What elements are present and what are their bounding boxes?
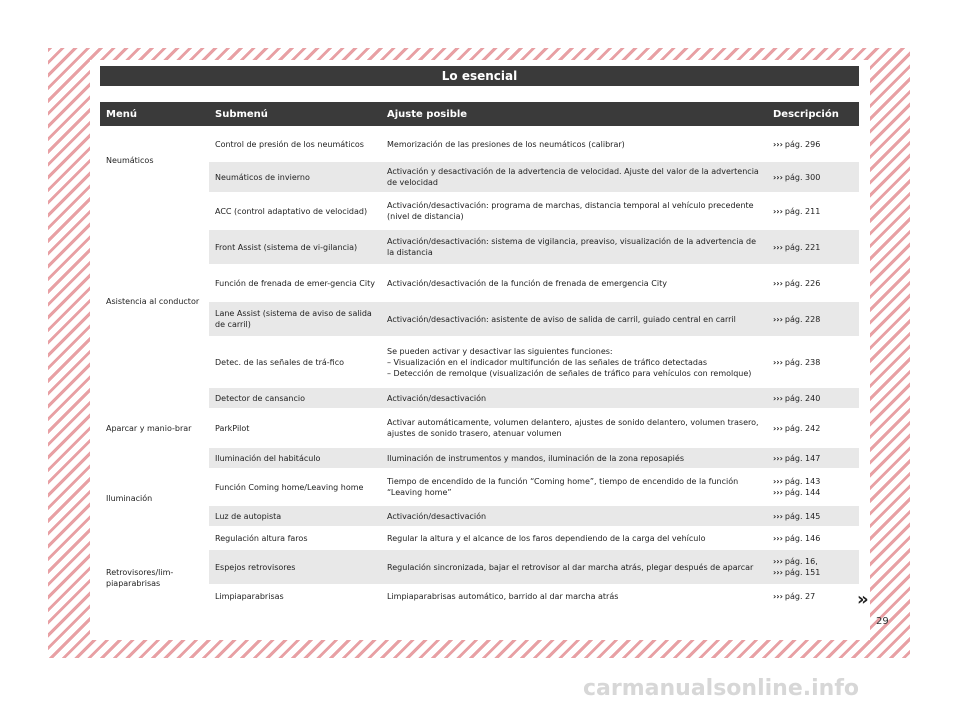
page-reference-text: pág. 296 — [784, 139, 821, 149]
reference-arrow-icon: ››› — [773, 423, 783, 433]
page-number: 29 — [876, 616, 889, 627]
page-reference-link[interactable] — [773, 242, 853, 253]
reference-arrow-icon: ››› — [773, 453, 783, 463]
reference-arrow-icon: ››› — [773, 314, 783, 324]
menu-cell: Neumáticos — [100, 128, 209, 192]
page-reference-text: pág. 27 — [784, 591, 816, 601]
reference-arrow-icon: ››› — [773, 591, 783, 601]
page-reference-text: pág. 144 — [784, 488, 821, 497]
page-reference-text: pág. 211 — [784, 206, 821, 216]
table-row — [100, 586, 859, 606]
reference-arrow-icon: ››› — [773, 568, 783, 577]
submenu-cell: ACC (control adaptativo de velocidad) — [209, 194, 381, 228]
description-cell — [767, 528, 859, 548]
page-reference-link[interactable] — [773, 423, 853, 434]
page-reference-text: pág. 151 — [784, 568, 821, 577]
submenu-cell: Iluminación del habitáculo — [209, 448, 381, 468]
table-header-row — [100, 102, 859, 126]
page-reference-link[interactable] — [773, 314, 853, 325]
page-reference-link[interactable] — [773, 278, 853, 289]
page-reference-link[interactable] — [773, 476, 853, 487]
submenu-cell: ParkPilot — [209, 410, 381, 446]
settings-table — [100, 100, 859, 608]
page-reference-link[interactable] — [773, 533, 853, 544]
page-reference-link[interactable] — [773, 567, 853, 578]
setting-cell: Activación/desactivación de la función de frenada de emergencia City — [381, 266, 767, 300]
page-reference-link[interactable] — [773, 357, 853, 368]
page-reference-text: pág. 146 — [784, 533, 821, 543]
column-header-setting: Ajuste posible — [381, 102, 767, 126]
page-reference-text: pág. 242 — [784, 423, 821, 433]
setting-cell: Se pueden activar y desactivar las siguientes funciones: – Visualización en el indicador multifunción de las señales de tráfico detectadas – Detección de remolque (visualización de señales de tráfico para vehículos con remolque) — [381, 338, 767, 386]
description-cell — [767, 230, 859, 264]
reference-arrow-icon: ››› — [773, 477, 783, 486]
description-cell — [767, 470, 859, 504]
setting-cell: Limpiaparabrisas automático, barrido al dar marcha atrás — [381, 586, 767, 606]
submenu-cell: Neumáticos de invierno — [209, 162, 381, 192]
description-cell — [767, 162, 859, 192]
submenu-cell: Regulación altura faros — [209, 528, 381, 548]
page-reference-link[interactable] — [773, 172, 853, 183]
description-cell — [767, 338, 859, 386]
page-reference-text: pág. 147 — [784, 453, 821, 463]
description-cell — [767, 194, 859, 228]
page-reference-text: pág. 221 — [784, 242, 821, 252]
page-reference-link[interactable] — [773, 556, 853, 567]
submenu-cell: Control de presión de los neumáticos — [209, 128, 381, 160]
description-cell — [767, 302, 859, 336]
menu-cell: Iluminación — [100, 448, 209, 548]
page-reference-text: pág. 145 — [784, 511, 821, 521]
page-reference-text: pág. 238 — [784, 357, 821, 367]
description-cell — [767, 410, 859, 446]
submenu-cell: Limpiaparabrisas — [209, 586, 381, 606]
submenu-cell: Función de frenada de emer-gencia City — [209, 266, 381, 300]
setting-cell: Memorización de las presiones de los neumáticos (calibrar) — [381, 128, 767, 160]
continue-mark: » — [857, 589, 869, 610]
submenu-cell: Función Coming home/Leaving home — [209, 470, 381, 504]
table-row — [100, 162, 859, 192]
setting-cell: Activación/desactivación: asistente de aviso de salida de carril, guiado central en carril — [381, 302, 767, 336]
setting-cell: Activar automáticamente, volumen delantero, ajustes de sonido delantero, volumen trasero, ajustes de sonido trasero, atenuar volumen — [381, 410, 767, 446]
page-reference-link[interactable] — [773, 591, 853, 602]
submenu-cell: Detec. de las señales de trá-fico — [209, 338, 381, 386]
page-reference-text: pág. 226 — [784, 278, 821, 288]
submenu-cell: Espejos retrovisores — [209, 550, 381, 584]
menu-cell: Asistencia al conductor — [100, 194, 209, 408]
table-row — [100, 388, 859, 408]
submenu-cell: Detector de cansancio — [209, 388, 381, 408]
setting-cell: Activación/desactivación: programa de marchas, distancia temporal al vehículo precedente (nivel de distancia) — [381, 194, 767, 228]
table-row — [100, 528, 859, 548]
page-reference-link[interactable] — [773, 453, 853, 464]
watermark: carmanualsonline.info — [583, 676, 859, 701]
reference-arrow-icon: ››› — [773, 242, 783, 252]
description-cell — [767, 388, 859, 408]
table-row — [100, 128, 859, 160]
reference-arrow-icon: ››› — [773, 172, 783, 182]
column-header-description: Descripción — [767, 102, 859, 126]
table-row — [100, 266, 859, 300]
page-reference-link[interactable] — [773, 511, 853, 522]
table-row — [100, 550, 859, 584]
page-title: Lo esencial — [100, 66, 859, 86]
setting-cell: Activación/desactivación — [381, 388, 767, 408]
description-cell — [767, 128, 859, 160]
submenu-cell: Luz de autopista — [209, 506, 381, 526]
table-row — [100, 448, 859, 468]
description-cell — [767, 266, 859, 300]
setting-cell: Regulación sincronizada, bajar el retrovisor al dar marcha atrás, plegar después de aparcar — [381, 550, 767, 584]
page-reference-text: pág. 240 — [784, 393, 821, 403]
setting-cell: Tiempo de encendido de la función “Coming home”, tiempo de encendido de la función “Leaving home” — [381, 470, 767, 504]
column-header-submenu: Submenú — [209, 102, 381, 126]
description-cell — [767, 550, 859, 584]
reference-arrow-icon: ››› — [773, 511, 783, 521]
reference-arrow-icon: ››› — [773, 357, 783, 367]
page-reference-text: pág. 300 — [784, 172, 821, 182]
reference-arrow-icon: ››› — [773, 557, 783, 566]
reference-arrow-icon: ››› — [773, 278, 783, 288]
table-row — [100, 194, 859, 228]
setting-cell: Activación y desactivación de la advertencia de velocidad. Ajuste del valor de la advertencia de velocidad — [381, 162, 767, 192]
table-row — [100, 338, 859, 386]
reference-arrow-icon: ››› — [773, 488, 783, 497]
column-header-menu: Menú — [100, 102, 209, 126]
menu-cell: Retrovisores/lim-piaparabrisas — [100, 550, 209, 606]
submenu-cell: Lane Assist (sistema de aviso de salida de carril) — [209, 302, 381, 336]
menu-cell: Aparcar y manio-brar — [100, 410, 209, 446]
table-body — [100, 128, 859, 606]
reference-arrow-icon: ››› — [773, 206, 783, 216]
page-reference-text: pág. 228 — [784, 314, 821, 324]
reference-arrow-icon: ››› — [773, 139, 783, 149]
page-reference-link[interactable] — [773, 393, 853, 404]
table-row — [100, 506, 859, 526]
reference-arrow-icon: ››› — [773, 533, 783, 543]
setting-cell: Iluminación de instrumentos y mandos, iluminación de la zona reposapiés — [381, 448, 767, 468]
submenu-cell: Front Assist (sistema de vi-gilancia) — [209, 230, 381, 264]
setting-cell: Activación/desactivación — [381, 506, 767, 526]
table-row — [100, 230, 859, 264]
setting-cell: Activación/desactivación: sistema de vigilancia, preaviso, visualización de la advertencia de la distancia — [381, 230, 767, 264]
page-reference-text: pág. 143 — [784, 477, 821, 486]
description-cell — [767, 448, 859, 468]
page-reference-link[interactable] — [773, 487, 853, 498]
setting-cell: Regular la altura y el alcance de los faros dependiendo de la carga del vehículo — [381, 528, 767, 548]
page-reference-text: pág. 16, — [784, 557, 818, 566]
table-row — [100, 410, 859, 446]
page-reference-link[interactable] — [773, 206, 853, 217]
page-reference-link[interactable] — [773, 139, 853, 150]
table-row — [100, 470, 859, 504]
reference-arrow-icon: ››› — [773, 393, 783, 403]
table-row — [100, 302, 859, 336]
description-cell — [767, 506, 859, 526]
description-cell — [767, 586, 859, 606]
